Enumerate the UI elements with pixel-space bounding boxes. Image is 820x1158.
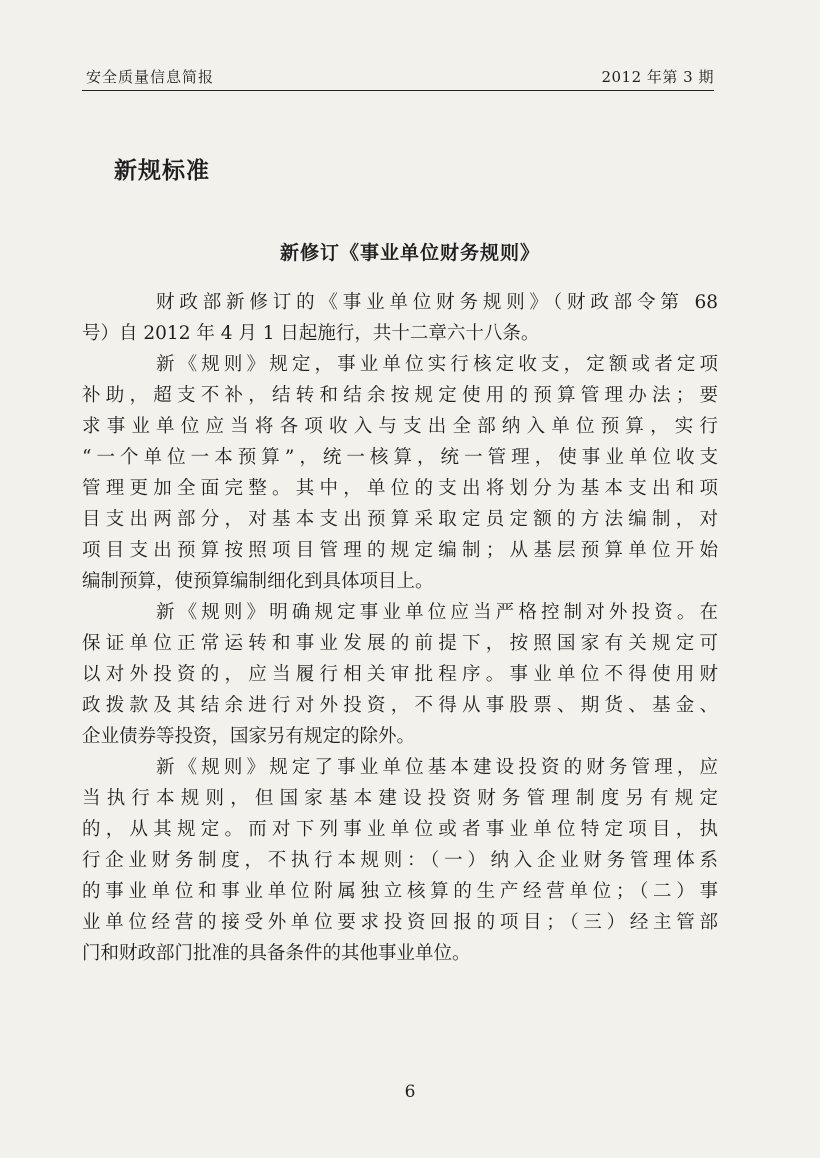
paragraph-line: 新《规则》规定了事业单位基本建设投资的财务管理，应 (156, 757, 718, 778)
paragraph-line: 企业债券等投资，国家另有规定的除外。 (82, 726, 416, 747)
paragraph-line: 政拨款及其结余进行对外投资，不得从事股票、期货、基金、 (82, 695, 718, 716)
paragraph-line: 目支出两部分，对基本支出预算采取定员定额的方法编制，对 (82, 509, 718, 530)
paragraph-line: 财政部新修订的《事业单位财务规则》（财政部令第 68 (156, 292, 718, 313)
header-rule (82, 90, 714, 91)
section-title: 新规标准 (114, 157, 210, 184)
paragraph-line: 新《规则》明确规定事业单位应当严格控制对外投资。在 (156, 602, 718, 623)
paragraph-line: 行企业财务制度，不执行本规则：（一）纳入企业财务管理体系 (82, 850, 718, 871)
article-paragraph (82, 752, 718, 969)
paragraph-line: 当执行本规则，但国家基本建设投资财务管理制度另有规定 (82, 788, 718, 809)
article-body (82, 287, 718, 969)
paragraph-line: 管理更加全面完整。其中，单位的支出将划分为基本支出和项 (82, 478, 718, 499)
paragraph-line: 业单位经营的接受外单位要求投资回报的项目；（三）经主管部 (82, 912, 718, 933)
paragraph-line: 的事业单位和事业单位附属独立核算的生产经营单位；（二）事 (82, 881, 718, 902)
article-paragraph (82, 349, 718, 597)
paragraph-line: 以对外投资的，应当履行相关审批程序。事业单位不得使用财 (82, 664, 718, 685)
paragraph-line: 求事业单位应当将各项收入与支出全部纳入单位预算，实行 (82, 416, 718, 437)
paragraph-line: 编制预算，使预算编制细化到具体项目上。 (82, 571, 434, 592)
publication-name: 安全质量信息简报 (86, 68, 215, 86)
paragraph-line: 补助，超支不补，结转和结余按规定使用的预算管理办法；要 (82, 385, 718, 406)
article-paragraph (82, 287, 718, 349)
paragraph-line: “一个单位一本预算”，统一核算，统一管理，使事业单位收支 (82, 447, 718, 468)
page-number: 6 (404, 1082, 416, 1102)
paragraph-line: 号）自 2012 年 4 月 1 日起施行，共十二章六十八条。 (82, 323, 540, 344)
paragraph-line: 项目支出预算按照项目管理的规定编制；从基层预算单位开始 (82, 540, 718, 561)
issue-number: 2012 年第 3 期 (601, 68, 714, 86)
article-title: 新修订《事业单位财务规则》 (279, 242, 540, 264)
article-paragraph (82, 597, 718, 752)
paragraph-line: 新《规则》规定，事业单位实行核定收支，定额或者定项 (156, 354, 718, 375)
paragraph-line: 门和财政部门批准的具备条件的其他事业单位。 (82, 943, 471, 964)
paragraph-line: 保证单位正常运转和事业发展的前提下，按照国家有关规定可 (82, 633, 718, 654)
paragraph-line: 的，从其规定。而对下列事业单位或者事业单位特定项目，执 (82, 819, 718, 840)
